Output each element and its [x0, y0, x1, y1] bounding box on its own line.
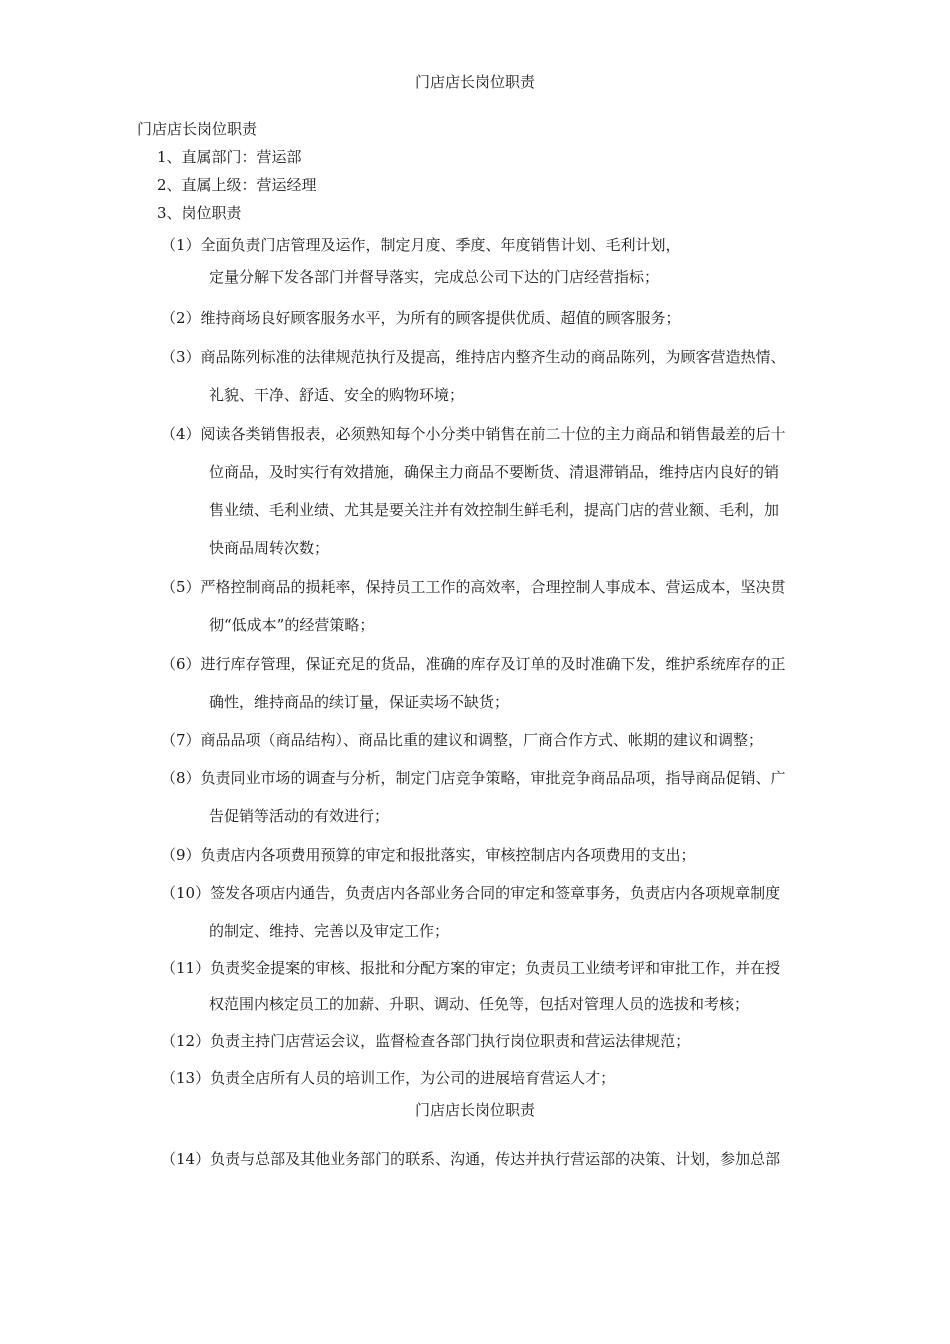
- running-title: 门店店长岗位职责: [414, 1101, 535, 1119]
- duty-text: （6）进行库存管理，保证充足的货品，准确的库存及订单的及时准确下发，维护系统库存的正: [161, 655, 786, 673]
- duty-text: （3）商品陈列标准的法律规范执行及提高，维持店内整齐生动的商品陈列，为顾客营造热情、: [161, 348, 786, 366]
- duty-item-14: [161, 1149, 821, 1169]
- duty-item-7: [161, 730, 821, 750]
- duty-item-2: [161, 308, 821, 328]
- meta-duties-label: 3、岗位职责: [157, 204, 242, 222]
- duty-text: （1）全面负责门店管理及运作，制定月度、季度、年度销售计划、毛利计划，: [161, 236, 681, 254]
- duty-item-3: [161, 347, 821, 405]
- duty-text-cont: 告促销等活动的有效进行；: [209, 807, 390, 825]
- duty-item-6: [161, 654, 821, 712]
- duty-text-cont: 定量分解下发各部门并督导落实，完成总公司下达的门店经营指标；: [209, 268, 660, 286]
- duty-text-cont: 位商品，及时实行有效措施，确保主力商品不要断货、清退滞销品，维持店内良好的销: [209, 463, 780, 481]
- duty-text: （2）维持商场良好顾客服务水平，为所有的顾客提供优质、超值的顾客服务；: [161, 309, 681, 327]
- duty-item-5: [161, 577, 821, 635]
- duty-text-cont: 确性，维持商品的续订量，保证卖场不缺货；: [209, 693, 510, 711]
- duty-text: （8）负责同业市场的调查与分析，制定门店竞争策略，审批竞争商品品项，指导商品促销、广: [161, 769, 786, 787]
- duty-item-4: [161, 424, 821, 558]
- duty-text: （7）商品品项（商品结构）、商品比重的建议和调整，厂商合作方式、帐期的建议和调整；: [161, 731, 764, 749]
- duty-text: （5）严格控制商品的损耗率，保持员工工作的高效率，合理控制人事成本、营运成本，坚决贯: [161, 578, 786, 596]
- duty-text-cont: 彻“低成本”的经营策略；: [209, 616, 375, 634]
- duty-text-cont: 权范围内核定员工的加薪、升职、调动、任免等，包括对管理人员的选拔和考核；: [209, 995, 750, 1013]
- duty-text: （13）负责全店所有人员的培训工作，为公司的进展培育营运人才；: [161, 1069, 616, 1087]
- page-title: 门店店长岗位职责: [414, 73, 535, 91]
- meta-supervisor: 2、直属上级：营运经理: [157, 176, 317, 194]
- duty-item-13: [161, 1068, 821, 1088]
- duty-text: （10）签发各项店内通告，负责店内各部业务合同的审定和签章事务，负责店内各项规章制度: [161, 884, 781, 902]
- duty-item-11: [161, 958, 821, 1014]
- duty-text-cont: 礼貌、干净、舒适、安全的购物环境；: [209, 386, 465, 404]
- duty-text: （14）负责与总部及其他业务部门的联系、沟通，传达并执行营运部的决策、计划，参加总部: [161, 1150, 781, 1168]
- duty-text-cont: 的制定、维持、完善以及审定工作；: [209, 922, 450, 940]
- meta-department: 1、直属部门：营运部: [157, 148, 302, 166]
- duty-text: （4）阅读各类销售报表，必须熟知每个小分类中销售在前二十位的主力商品和销售最差的后十: [161, 425, 786, 443]
- duty-item-10: [161, 883, 821, 941]
- duty-text-cont: 快商品周转次数；: [209, 539, 330, 557]
- duty-text: （9）负责店内各项费用预算的审定和报批落实，审核控制店内各项费用的支出；: [161, 846, 696, 864]
- duty-text: （11）负责奖金提案的审核、报批和分配方案的审定；负责员工业绩考评和审批工作，并在授: [161, 959, 781, 977]
- duty-text-cont: 售业绩、毛利业绩、尤其是要关注并有效控制生鲜毛利，提高门店的营业额、毛利，加: [209, 501, 780, 519]
- duty-item-8: [161, 768, 821, 826]
- duty-item-1: [161, 235, 821, 287]
- duty-text: （12）负责主持门店营运会议，监督检查各部门执行岗位职责和营运法律规范；: [161, 1032, 691, 1050]
- document-heading: 门店店长岗位职责: [137, 120, 258, 138]
- duty-item-9: [161, 845, 821, 865]
- duty-item-12: [161, 1031, 821, 1051]
